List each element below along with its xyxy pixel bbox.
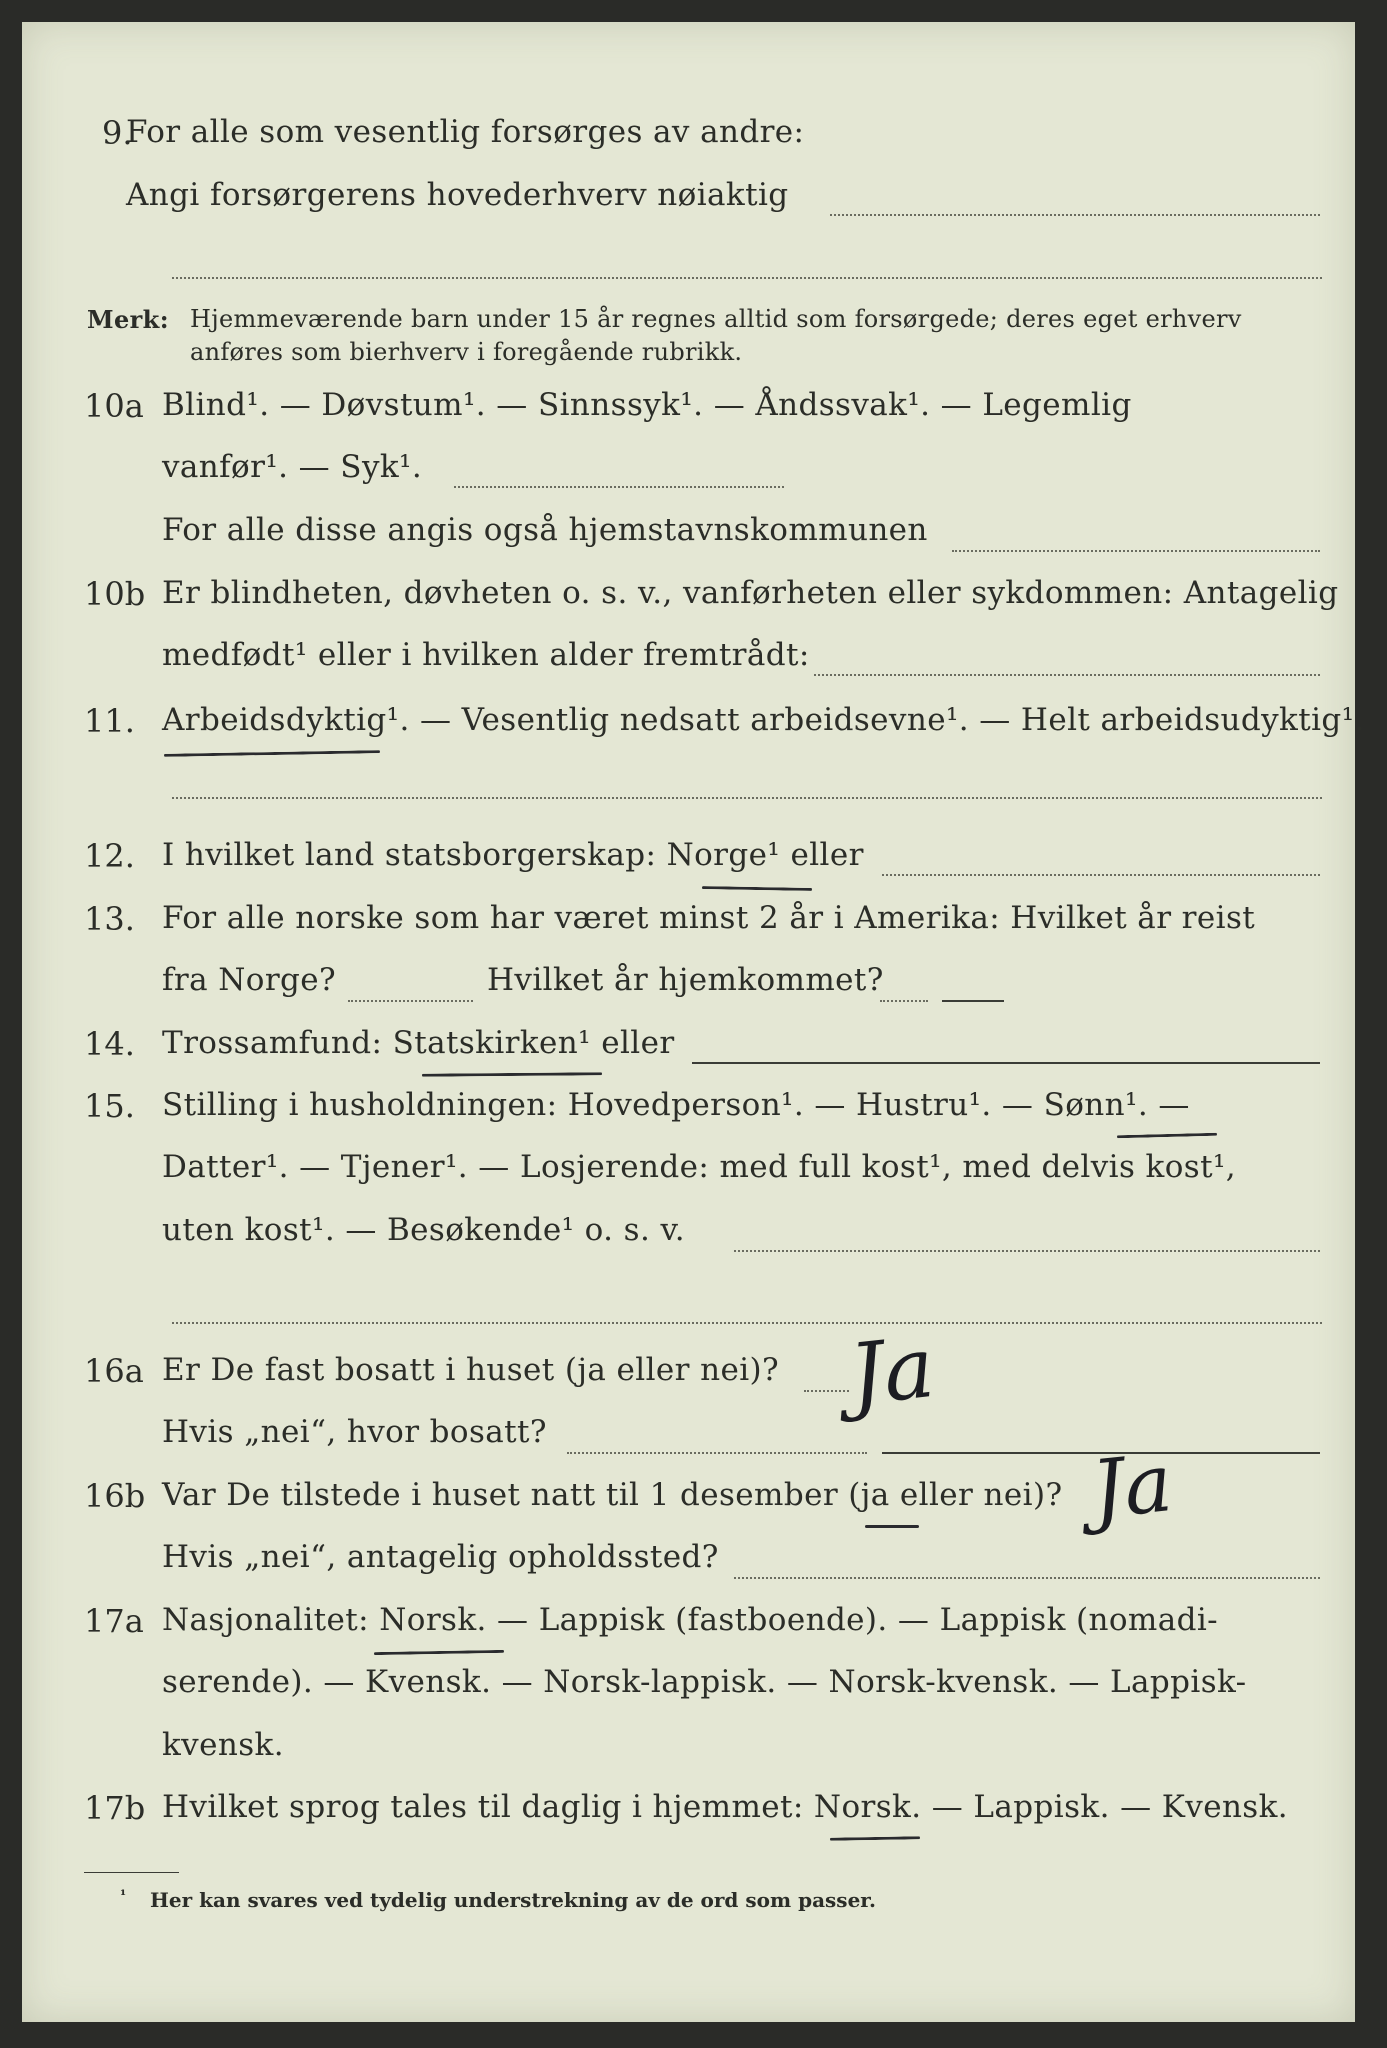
q13-hjemkommet-dash bbox=[942, 1000, 1004, 1002]
q14-line1: Trossamfund: Statskirken¹ eller bbox=[162, 1025, 675, 1061]
q12-line1: I hvilket land statsborgerskap: Norge¹ eller bbox=[162, 837, 864, 873]
q16b-handwritten-answer: Ja bbox=[1087, 1436, 1177, 1537]
q16b-number: 16b bbox=[84, 1477, 146, 1515]
q17a-line1: Nasjonalitet: Norsk. — Lappisk (fastboende). — Lappisk (nomadi- bbox=[162, 1602, 1219, 1638]
census-form-page bbox=[22, 22, 1365, 2022]
q14-answer-line bbox=[692, 1062, 1320, 1064]
q13-line2b: Hvilket år hjemkommet? bbox=[487, 962, 884, 998]
q16a-handwritten-answer: Ja bbox=[845, 1317, 939, 1425]
q15-answer-line-2 bbox=[172, 1322, 1322, 1324]
q16b-line2: Hvis „nei“, antagelig opholdssted? bbox=[162, 1539, 719, 1575]
q17a-line3: kvensk. bbox=[162, 1727, 284, 1763]
q16a-answer-line bbox=[804, 1390, 849, 1392]
q10b-line1: Er blindheten, døvheten o. s. v., vanførheten eller sykdommen: Antagelig bbox=[162, 575, 1339, 611]
q16b-line1: Var De tilstede i huset natt til 1 desember (ja eller nei)? bbox=[162, 1477, 1063, 1513]
q10a-kommune-line bbox=[952, 550, 1320, 552]
q16b-answer-line bbox=[734, 1577, 1320, 1579]
q15-line2: Datter¹. — Tjener¹. — Losjerende: med full kost¹, med delvis kost¹, bbox=[162, 1149, 1237, 1185]
q17b-number: 17b bbox=[84, 1789, 146, 1827]
q10a-line1: Blind¹. — Døvstum¹. — Sinnssyk¹. — Åndssvak¹. — Legemlig bbox=[162, 387, 1132, 423]
merk-line1: Hjemmeværende barn under 15 år regnes alltid som forsørgede; deres eget erhverv bbox=[190, 305, 1242, 333]
q13-line2a: fra Norge? bbox=[162, 962, 337, 998]
footnote-mark: ¹ bbox=[120, 1888, 127, 1904]
q11-line1: Arbeidsdyktig¹. — Vesentlig nedsatt arbeidsevne¹. — Helt arbeidsudyktig¹. bbox=[162, 702, 1365, 738]
q17b-norsk-underline bbox=[830, 1836, 920, 1841]
q10b-line2: medfødt¹ eller i hvilken alder fremtrådt: bbox=[162, 637, 810, 673]
q16a-line1: Er De fast bosatt i huset (ja eller nei)? bbox=[162, 1352, 780, 1388]
q11-arbeidsdyktig-underline bbox=[164, 750, 380, 757]
q17a-number: 17a bbox=[84, 1602, 144, 1640]
q17a-norsk-underline bbox=[374, 1650, 504, 1655]
q15-line3: uten kost¹. — Besøkende¹ o. s. v. bbox=[162, 1212, 685, 1248]
q12-norge-underline bbox=[702, 886, 812, 891]
q9-number: 9. bbox=[102, 114, 133, 152]
q16b-ja-underline bbox=[865, 1525, 919, 1528]
q10b-answer-line bbox=[814, 674, 1320, 676]
q10b-number: 10b bbox=[84, 575, 146, 613]
q12-number: 12. bbox=[84, 837, 135, 875]
q10a-line2: vanfør¹. — Syk¹. bbox=[162, 449, 423, 485]
merk-label: Merk: bbox=[87, 305, 169, 334]
q17a-line2: serende). — Kvensk. — Norsk-lappisk. — Norsk-kvensk. — Lappisk- bbox=[162, 1664, 1247, 1700]
footnote-separator bbox=[84, 1872, 179, 1873]
q17b-line1: Hvilket sprog tales til daglig i hjemmet: Norsk. — Lappisk. — Kvensk. bbox=[162, 1789, 1289, 1825]
q11-number: 11. bbox=[84, 702, 135, 740]
q13-reist-answer-line bbox=[348, 1000, 473, 1002]
q15-answer-line bbox=[734, 1250, 1320, 1252]
q16a-number: 16a bbox=[84, 1352, 144, 1390]
q9-line2: Angi forsørgerens hovederhverv nøiaktig bbox=[126, 177, 789, 213]
q15-sonn-underline bbox=[1117, 1133, 1217, 1139]
q11-answer-line bbox=[172, 797, 1322, 799]
q9-line1: For alle som vesentlig forsørges av andre: bbox=[126, 114, 805, 150]
q14-statskirken-underline bbox=[422, 1072, 602, 1077]
merk-line2: anføres som bierhverv i foregående rubrikk. bbox=[190, 338, 743, 366]
q15-line1: Stilling i husholdningen: Hovedperson¹. — Hustru¹. — Sønn¹. — bbox=[162, 1087, 1190, 1123]
q13-number: 13. bbox=[84, 900, 135, 938]
q13-hjemkommet-answer-line bbox=[880, 1000, 928, 1002]
q9-answer-line bbox=[830, 214, 1320, 216]
footnote-text: Her kan svares ved tydelig understrekning av de ord som passer. bbox=[150, 1888, 876, 1912]
q10a-line3: For alle disse angis også hjemstavnskommunen bbox=[162, 512, 928, 548]
q12-answer-line bbox=[882, 874, 1320, 876]
q13-line1: For alle norske som har været minst 2 år i Amerika: Hvilket år reist bbox=[162, 900, 1256, 936]
q16a-bosatt-answer-line bbox=[567, 1452, 867, 1454]
q10a-number: 10a bbox=[84, 387, 144, 425]
q15-number: 15. bbox=[84, 1087, 135, 1125]
q9-answer-line-2 bbox=[172, 277, 1322, 279]
q10a-answer-line bbox=[454, 486, 784, 488]
q14-number: 14. bbox=[84, 1025, 135, 1063]
q16a-line2: Hvis „nei“, hvor bosatt? bbox=[162, 1414, 547, 1450]
